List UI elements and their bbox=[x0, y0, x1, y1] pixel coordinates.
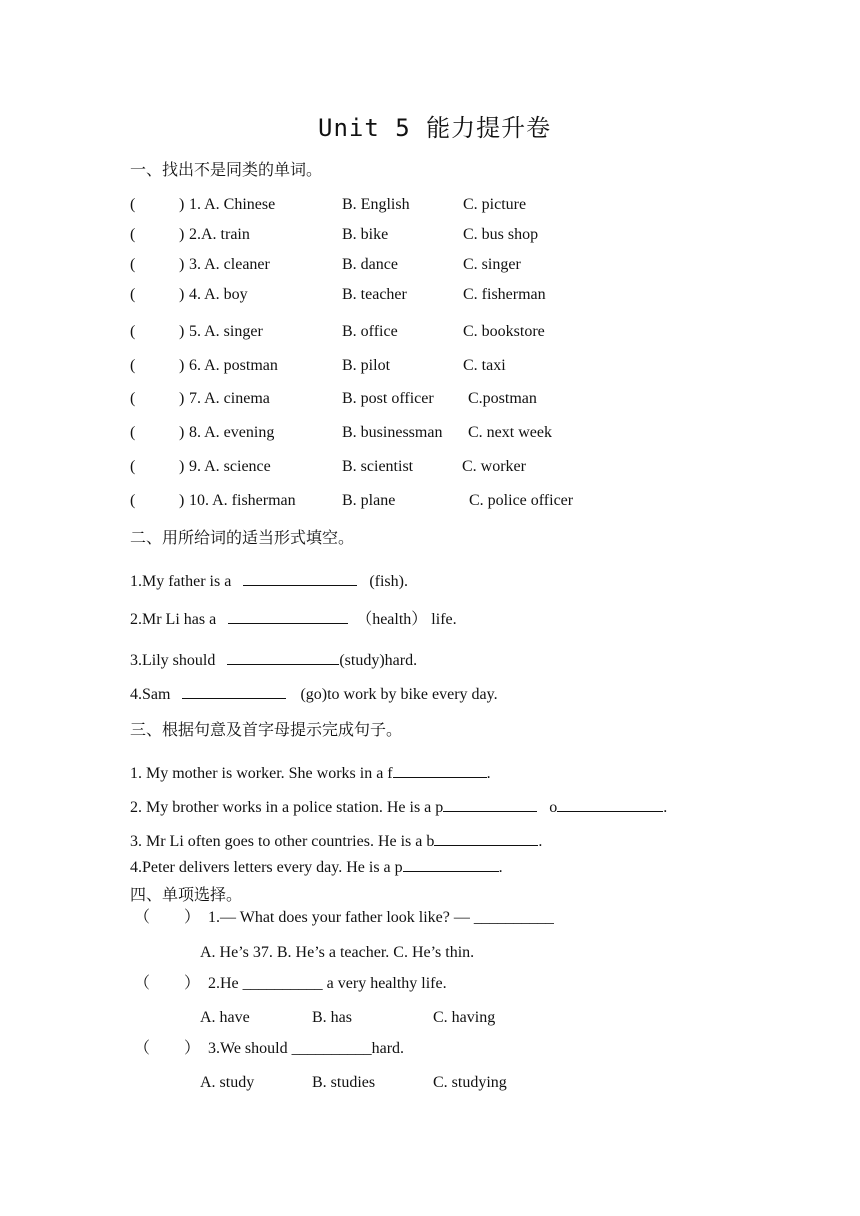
answer-paren-open: ( bbox=[130, 256, 136, 273]
fill-in-prompt: 3.Lily should bbox=[130, 652, 216, 669]
option-a: 10. A. fisherman bbox=[189, 492, 296, 509]
sentence-text: 2. My brother works in a police station. He is a p bbox=[130, 799, 444, 816]
fill-in-hint: (fish). bbox=[369, 573, 408, 590]
answer-paren-close: ） bbox=[184, 909, 201, 926]
option-a: 6. A. postman bbox=[189, 357, 278, 374]
answer-paren-open: （ bbox=[134, 909, 151, 926]
section-2-heading: 二、用所给词的适当形式填空。 bbox=[130, 528, 355, 547]
option-b: B. businessman bbox=[342, 424, 443, 441]
answer-paren-close: ) bbox=[179, 424, 185, 441]
sentence-text: 4.Peter delivers letters every day. He is a p bbox=[130, 859, 403, 876]
option-b: B. English bbox=[342, 196, 410, 213]
answer-paren-close: ) bbox=[179, 256, 185, 273]
option-b: B. scientist bbox=[342, 458, 414, 475]
sentence-item bbox=[130, 857, 503, 876]
option-c: C. bus shop bbox=[463, 226, 539, 243]
option-a: A. study bbox=[200, 1074, 255, 1091]
option-b: B. plane bbox=[342, 492, 396, 509]
answer-paren-open: ( bbox=[130, 390, 136, 407]
answer-paren-close: ) bbox=[179, 492, 185, 509]
answer-paren-open: （ bbox=[134, 975, 151, 992]
answer-blank[interactable] bbox=[443, 797, 537, 812]
sentence-text: 1. My mother is worker. She works in a f bbox=[130, 765, 393, 782]
section-3-heading: 三、根据句意及首字母提示完成句子。 bbox=[130, 720, 403, 739]
fill-in-prompt: 2.Mr Li has a bbox=[130, 611, 217, 628]
answer-paren-close: ) bbox=[179, 357, 185, 374]
section-4-heading: 四、单项选择。 bbox=[130, 885, 243, 904]
page-title: Unit 5 能力提升卷 bbox=[318, 114, 552, 142]
option-c: C. police officer bbox=[469, 492, 574, 509]
option-a: 5. A. singer bbox=[189, 323, 263, 340]
option-b: B. dance bbox=[342, 256, 398, 273]
sentence-text: 3. Mr Li often goes to other countries. He is a b bbox=[130, 833, 435, 850]
option-c: C. worker bbox=[462, 458, 526, 475]
sentence-item bbox=[130, 797, 667, 816]
option-a: 1. A. Chinese bbox=[189, 196, 276, 213]
option-a: 7. A. cinema bbox=[189, 390, 270, 407]
answer-blank[interactable] bbox=[182, 684, 286, 699]
answer-blank[interactable] bbox=[434, 831, 538, 846]
option-b: B. has bbox=[312, 1009, 352, 1026]
option-a: 9. A. science bbox=[189, 458, 271, 475]
answer-paren-open: ( bbox=[130, 492, 136, 509]
question-options: A. He’s 37. B. He’s a teacher. C. He’s thin. bbox=[200, 944, 475, 961]
option-c: C. taxi bbox=[463, 357, 506, 374]
fill-in-hint: （health） life. bbox=[356, 611, 457, 628]
answer-paren-open: （ bbox=[134, 1040, 151, 1057]
option-c: C. singer bbox=[463, 256, 521, 273]
option-c: C.postman bbox=[468, 390, 537, 407]
answer-paren-open: ( bbox=[130, 357, 136, 374]
answer-blank[interactable] bbox=[557, 797, 663, 812]
option-a: A. have bbox=[200, 1009, 250, 1026]
sentence-end: . bbox=[663, 799, 668, 816]
option-a: 8. A. evening bbox=[189, 424, 275, 441]
option-b: B. teacher bbox=[342, 286, 407, 303]
option-b: B. bike bbox=[342, 226, 389, 243]
section-1-heading: 一、找出不是同类的单词。 bbox=[130, 160, 323, 179]
fill-in-item bbox=[130, 571, 408, 590]
option-a: 4. A. boy bbox=[189, 286, 248, 303]
answer-paren-close: ) bbox=[179, 226, 185, 243]
option-a: 2.A. train bbox=[189, 226, 250, 243]
option-c: C. picture bbox=[463, 196, 527, 213]
sentence-item bbox=[130, 763, 491, 782]
fill-in-item bbox=[130, 684, 498, 703]
answer-paren-close: ) bbox=[179, 458, 185, 475]
sentence-end: . bbox=[486, 765, 491, 782]
answer-paren-close: ) bbox=[179, 323, 185, 340]
fill-in-item bbox=[130, 650, 417, 669]
answer-paren-close: ) bbox=[179, 390, 185, 407]
answer-paren-open: ( bbox=[130, 286, 136, 303]
fill-in-hint: (go)to work by bike every day. bbox=[300, 686, 498, 703]
option-c: C. studying bbox=[433, 1074, 507, 1091]
answer-paren-close: ) bbox=[179, 286, 185, 303]
answer-blank[interactable] bbox=[243, 571, 357, 586]
question-stem: 1.— What does your father look like? — __________ bbox=[208, 909, 554, 926]
answer-paren-close: ） bbox=[184, 1040, 201, 1057]
option-b: B. studies bbox=[312, 1074, 376, 1091]
option-c: C. next week bbox=[468, 424, 552, 441]
answer-paren-open: ( bbox=[130, 196, 136, 213]
option-b: B. post officer bbox=[342, 390, 434, 407]
option-a: 3. A. cleaner bbox=[189, 256, 270, 273]
answer-paren-open: ( bbox=[130, 323, 136, 340]
answer-blank[interactable] bbox=[228, 609, 348, 624]
answer-blank[interactable] bbox=[403, 857, 499, 872]
answer-paren-close: ) bbox=[179, 196, 185, 213]
answer-paren-open: ( bbox=[130, 424, 136, 441]
sentence-end: . bbox=[498, 859, 503, 876]
sentence-item bbox=[130, 831, 542, 850]
answer-paren-open: ( bbox=[130, 226, 136, 243]
fill-in-hint: (study)hard. bbox=[339, 652, 418, 669]
option-c: C. having bbox=[433, 1009, 496, 1026]
question-stem: 2.He __________ a very healthy life. bbox=[208, 975, 447, 992]
answer-paren-open: ( bbox=[130, 458, 136, 475]
sentence-end: . bbox=[538, 833, 543, 850]
answer-blank[interactable] bbox=[393, 763, 487, 778]
question-stem: 3.We should __________hard. bbox=[208, 1040, 405, 1057]
option-b: B. pilot bbox=[342, 357, 391, 374]
fill-in-prompt: 1.My father is a bbox=[130, 573, 232, 590]
answer-blank[interactable] bbox=[227, 650, 339, 665]
option-c: C. bookstore bbox=[463, 323, 545, 340]
answer-paren-close: ） bbox=[184, 975, 201, 992]
sentence-letter-hint: o bbox=[549, 799, 558, 816]
option-c: C. fisherman bbox=[463, 286, 546, 303]
fill-in-item bbox=[130, 609, 457, 628]
option-b: B. office bbox=[342, 323, 398, 340]
fill-in-prompt: 4.Sam bbox=[130, 686, 171, 703]
